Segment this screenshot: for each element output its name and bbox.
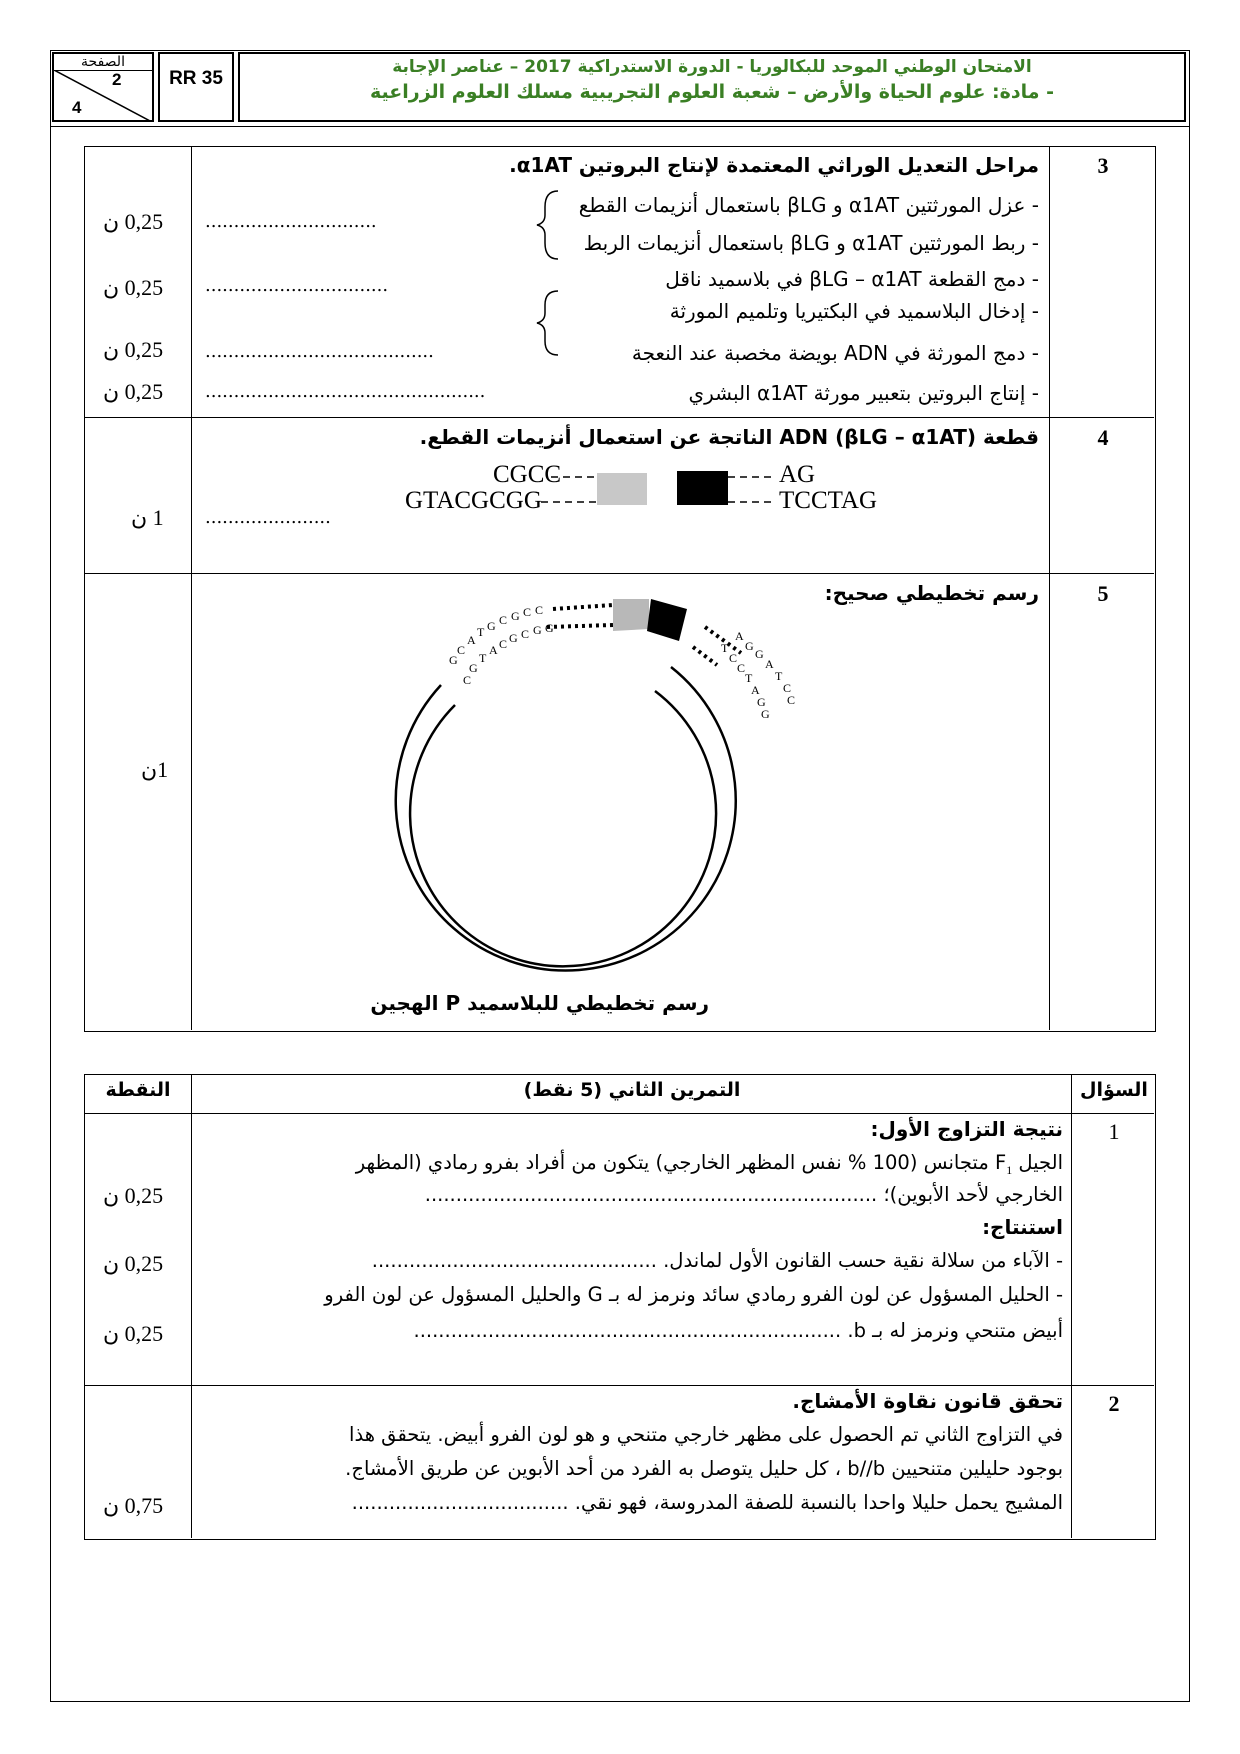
- alpha1at-segment: [677, 471, 728, 505]
- dna-fragment-diagram: [193, 417, 1049, 573]
- q4-content: [193, 417, 1049, 573]
- q3-points4: 0,25 ن: [103, 379, 164, 404]
- q5-content: رسم تخطيطي صحيح: G C A T G C G C C C G T A C G C G G A G G A T C C T C C T A G G رسم تخطيطي للبلاسميد P الهجين: [193, 573, 1049, 1031]
- ex2-q1-content: [193, 1113, 1071, 1385]
- q3-points1: 0,25 ن: [103, 209, 164, 234]
- ex2-q1-text5: أبيض متنحي ونرمز له بـ b. .....................................................................: [413, 1319, 1063, 1342]
- plasmid-caption: رسم تخطيطي للبلاسميد P الهجين: [370, 991, 709, 1015]
- ex2-q1-text3: - الآباء من سلالة نقية حسب القانون الأول لماندل. ..............................................: [371, 1249, 1063, 1272]
- ex2-q1-text4: - الحليل المسؤول عن لون الفرو رمادي سائد ونرمز له بـ G والحليل المسؤول عن لون الفرو: [324, 1283, 1063, 1306]
- question-number-5: 5: [1097, 581, 1109, 606]
- q3-dots3: ........................................: [205, 341, 434, 362]
- ex2-q1-text2: الخارجي لأحد الأبوين)؛ .........................................................................: [424, 1183, 1063, 1206]
- page-total: 4: [72, 98, 82, 117]
- q3-line3: - دمج القطعة βLG – α1AT في بلاسميد ناقل: [665, 267, 1039, 291]
- q5-title: رسم تخطيطي صحيح:: [824, 581, 1039, 605]
- q3-dots1: ..............................: [205, 211, 377, 232]
- q3-line6: - إنتاج البروتين بتعبير مورثة α1AT البشري: [688, 381, 1039, 405]
- q3-dots4: .................................................: [205, 381, 486, 402]
- ex2-q2-text1: في التزاوج الثاني تم الحصول على مظهر خارجي متنحي و هو لون الفرو أبيض. يتحقق هذا: [349, 1423, 1063, 1446]
- alpha1at-segment-plasmid: [647, 599, 687, 641]
- ex2-q1-points3: 0,25 ن: [103, 1321, 164, 1346]
- q3-line4: - إدخال البلاسميد في البكتيريا وتلميم المورثة: [669, 299, 1039, 323]
- q3-line1: - عزل المورثتين α1AT و βLG باستعمال أنزيمات القطع: [578, 193, 1039, 217]
- ex2-q1-points2: 0,25 ن: [103, 1251, 164, 1276]
- answer-table-1: [84, 146, 1156, 1032]
- q3-title: مراحل التعديل الوراثي المعتمدة لإنتاج البروتين α1AT.: [509, 153, 1039, 177]
- beta-lg-segment: [597, 473, 647, 505]
- q5-points: 1ن: [141, 757, 169, 782]
- question-number-3: 3: [1097, 153, 1109, 178]
- ex2-q1-text1: الجيل $F_1$ متجانس (100 % نفس المظهر الخارجي) يتكون من أفراد بفرو رمادي (المظهر: [355, 1151, 1063, 1177]
- ex2-q2-content: [193, 1385, 1071, 1539]
- header-rule: [50, 126, 1190, 127]
- ex2-q2-text3: المشيج يحمل حليلا واحدا بالنسبة للصفة المدروسة، فهو نقي. ...................................: [351, 1491, 1063, 1514]
- seq-top-left: CGCC: [493, 461, 562, 488]
- hybrid-plasmid-diagram: [193, 573, 1049, 1031]
- exam-title-line1: الامتحان الوطني الموحد للبكالوريا - الدورة الاستدراكية 2017 – عناصر الإجابة: [392, 57, 1032, 77]
- ex2-q1-title: نتيجة التزاوج الأول:: [870, 1117, 1063, 1141]
- ex2-q1-points1: 0,25 ن: [103, 1183, 164, 1208]
- header-points: النقطة: [105, 1079, 171, 1101]
- q3-dots2: ................................: [205, 275, 389, 296]
- q3-points3: 0,25 ن: [103, 337, 164, 362]
- q4-title: قطعة ADN (βLG – α1AT) الناتجة عن استعمال أنزيمات القطع.: [419, 425, 1039, 449]
- exam-title-line2: - مادة: علوم الحياة والأرض – شعبة العلوم التجريبية مسلك العلوم الزراعية: [369, 81, 1055, 103]
- ex2-question-number-1: 1: [1108, 1119, 1120, 1144]
- q4-points: 1 ن: [131, 505, 164, 530]
- q3-line5: - دمج المورثة في ADN بويضة مخصبة عند النعجة: [631, 341, 1039, 365]
- page-number-diagonal: [54, 70, 154, 122]
- beta-lg-segment-plasmid: [613, 599, 649, 631]
- seq-bottom-right: TCCTAG: [779, 487, 877, 514]
- q3-points2: 0,25 ن: [103, 275, 164, 300]
- exam-code: RR 35: [158, 52, 234, 122]
- page-number: 2: [112, 70, 122, 89]
- q3-content: [193, 147, 1049, 417]
- seq-top-right: AG: [779, 461, 816, 488]
- page-number-box: [52, 52, 154, 122]
- seq-bottom-left: GTACGCGG: [405, 487, 542, 514]
- question-number-4: 4: [1097, 425, 1109, 450]
- ex2-q2-points: 0,75 ن: [103, 1493, 164, 1518]
- ex2-q2-title: تحقق قانون نقاوة الأمشاج.: [792, 1389, 1063, 1413]
- q4-dots: ......................: [205, 507, 331, 528]
- ex2-question-number-2: 2: [1108, 1391, 1120, 1416]
- header-title: التمرين الثاني (5 نقط): [523, 1079, 741, 1101]
- q3-line2: - ربط المورثتين α1AT و βLG باستعمال أنزيمات الربط: [583, 231, 1039, 255]
- ex2-q1-conclusion-title: استنتاج:: [982, 1215, 1063, 1239]
- page-label: الصفحة: [81, 54, 125, 70]
- exam-title-box: [238, 52, 1186, 122]
- answer-table-2: [84, 1074, 1156, 1540]
- ex2-q2-text2: بوجود حليلين متنحيين b//b ، كل حليل يتوصل به الفرد من أحد الأبوين عن طريق الأمشاج.: [345, 1457, 1063, 1480]
- q3-braces: [533, 187, 563, 377]
- header-question: السؤال: [1080, 1079, 1148, 1101]
